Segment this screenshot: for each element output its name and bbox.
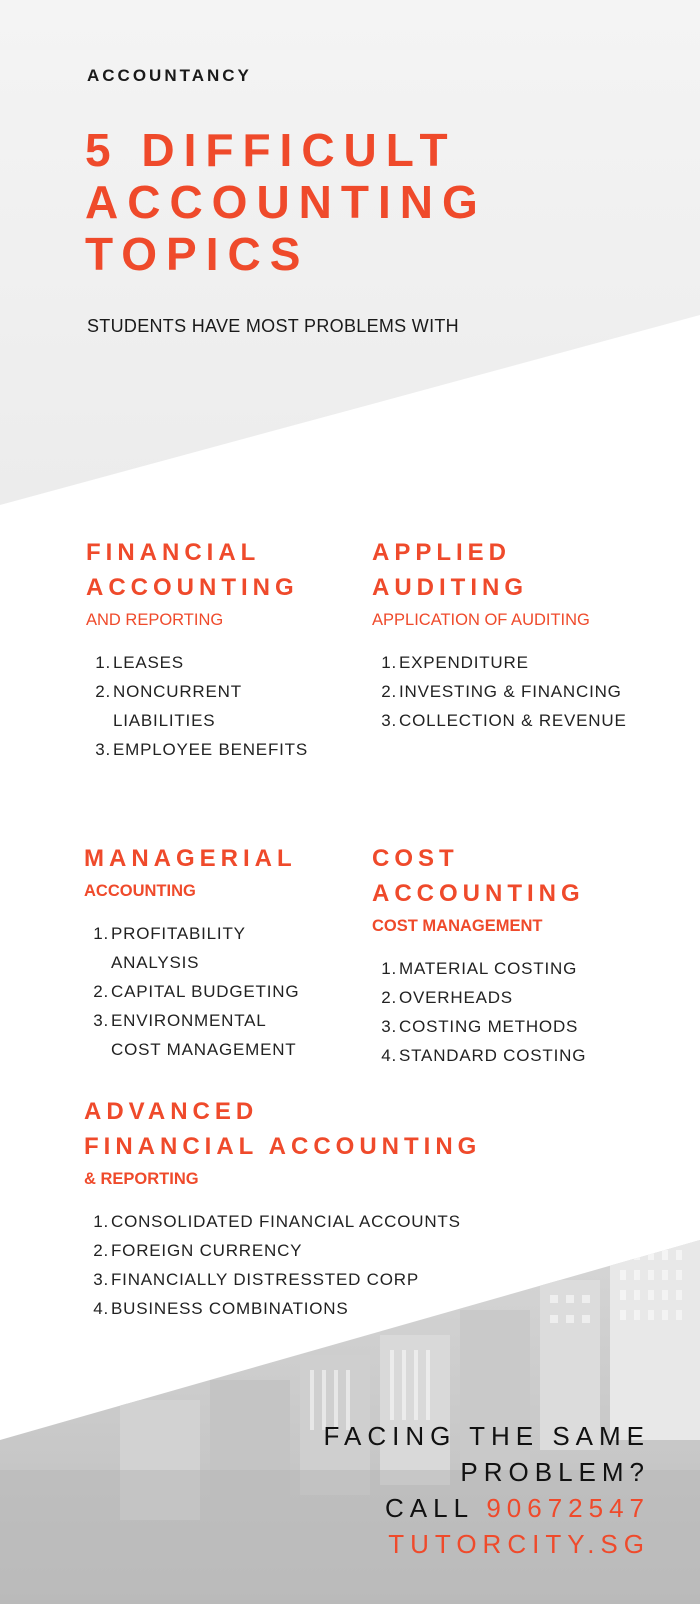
list-text-line: PROFITABILITY [111,924,246,943]
cta-line: FACING THE SAME [323,1421,650,1451]
list-item [84,1006,299,1064]
list-number: 1. [381,653,397,672]
list-item [84,1236,481,1265]
topic-title [86,535,308,605]
list-text: MATERIAL COSTING [399,959,578,978]
list-number: 4. [93,1299,109,1318]
list-item [84,1207,481,1236]
category-label: ACCOUNTANCY [87,66,252,85]
list-text: COLLECTION & REVENUE [399,711,627,730]
list-item [372,648,627,677]
call-prefix: CALL [385,1493,474,1523]
list-number: 3. [95,740,111,759]
list-item [372,1041,586,1070]
topic-list [84,919,299,1064]
list-number: 2. [381,988,397,1007]
list-number: 4. [381,1046,397,1065]
main-title-line: ACCOUNTING [85,176,487,228]
main-subtitle: STUDENTS HAVE MOST PROBLEMS WITH [87,316,459,336]
topic-title [84,1094,481,1164]
list-text-line: ANALYSIS [111,953,200,972]
list-text: CONSOLIDATED FINANCIAL ACCOUNTS [111,1212,461,1231]
topic-list [372,648,627,735]
topic-list [84,1207,481,1323]
list-number: 1. [93,924,109,943]
topic-advanced-financial-accounting [84,1094,481,1323]
list-number: 3. [93,1270,109,1289]
list-text: EXPENDITURE [399,653,529,672]
cta-phone-line [324,1490,650,1526]
list-item [84,977,299,1006]
list-text [109,919,246,977]
topic-title-line: COST [372,845,459,872]
topic-list [86,648,308,764]
list-text-line: COST MANAGEMENT [111,1040,297,1059]
topic-subtitle: AND REPORTING [86,611,224,629]
topic-subtitle: APPLICATION OF AUDITING [372,611,590,629]
topic-title-line: APPLIED [372,539,512,566]
list-text: OVERHEADS [399,988,513,1007]
list-number: 2. [93,1241,109,1260]
list-number: 3. [93,1011,109,1030]
website-link[interactable]: TUTORCITY.SG [388,1529,650,1559]
list-item [372,706,627,735]
list-text-line: LIABILITIES [113,711,216,730]
list-item [84,1294,481,1323]
list-text [109,1006,296,1064]
list-item [84,1265,481,1294]
cta-line: PROBLEM? [460,1457,650,1487]
list-text: EMPLOYEE BENEFITS [113,740,308,759]
topic-financial-accounting [86,535,308,764]
topic-title-line: ACCOUNTING [86,574,299,601]
main-title-line: 5 DIFFICULT [85,124,457,176]
topic-subtitle: & REPORTING [84,1170,199,1188]
list-number: 3. [381,1017,397,1036]
topic-cost-accounting [372,841,586,1070]
topic-title [372,535,627,605]
list-item [372,677,627,706]
list-item [86,648,308,677]
topic-title-line: ACCOUNTING [372,880,585,907]
list-number: 2. [381,682,397,701]
topic-list [372,954,586,1070]
topic-applied-auditing [372,535,627,735]
call-to-action [324,1418,650,1562]
list-text: INVESTING & FINANCING [399,682,622,701]
list-item [86,735,308,764]
list-text: FINANCIALLY DISTRESSTED CORP [111,1270,419,1289]
list-text: LEASES [113,653,184,672]
list-number: 1. [95,653,111,672]
list-text: FOREIGN CURRENCY [111,1241,303,1260]
list-text-line: ENVIRONMENTAL [111,1011,267,1030]
list-text: BUSINESS COMBINATIONS [111,1299,349,1318]
list-number: 1. [93,1212,109,1231]
topic-title-line: AUDITING [372,574,528,601]
list-text: COSTING METHODS [399,1017,579,1036]
list-number: 1. [381,959,397,978]
topic-title-line: FINANCIAL [86,539,261,566]
list-item [372,1012,586,1041]
list-number: 2. [93,982,109,1001]
list-text [111,677,242,735]
list-text-line: NONCURRENT [113,682,242,701]
list-number: 3. [381,711,397,730]
main-title-line: TOPICS [85,228,310,280]
topic-title-line: ADVANCED [84,1098,259,1125]
topic-subtitle: COST MANAGEMENT [372,917,543,935]
topic-title [84,841,299,876]
topic-title-line: FINANCIAL ACCOUNTING [84,1133,482,1160]
list-item [84,919,299,977]
list-text: STANDARD COSTING [399,1046,587,1065]
topic-subtitle: ACCOUNTING [84,882,196,900]
main-title [85,124,487,280]
list-item [372,983,586,1012]
list-text: CAPITAL BUDGETING [111,982,300,1001]
list-number: 2. [95,682,111,701]
list-item [372,954,586,983]
topic-title [372,841,586,911]
topic-managerial-accounting [84,841,299,1064]
list-item [86,677,308,735]
phone-number[interactable]: 90672547 [486,1493,650,1523]
topic-title-line: MANAGERIAL [84,845,297,872]
